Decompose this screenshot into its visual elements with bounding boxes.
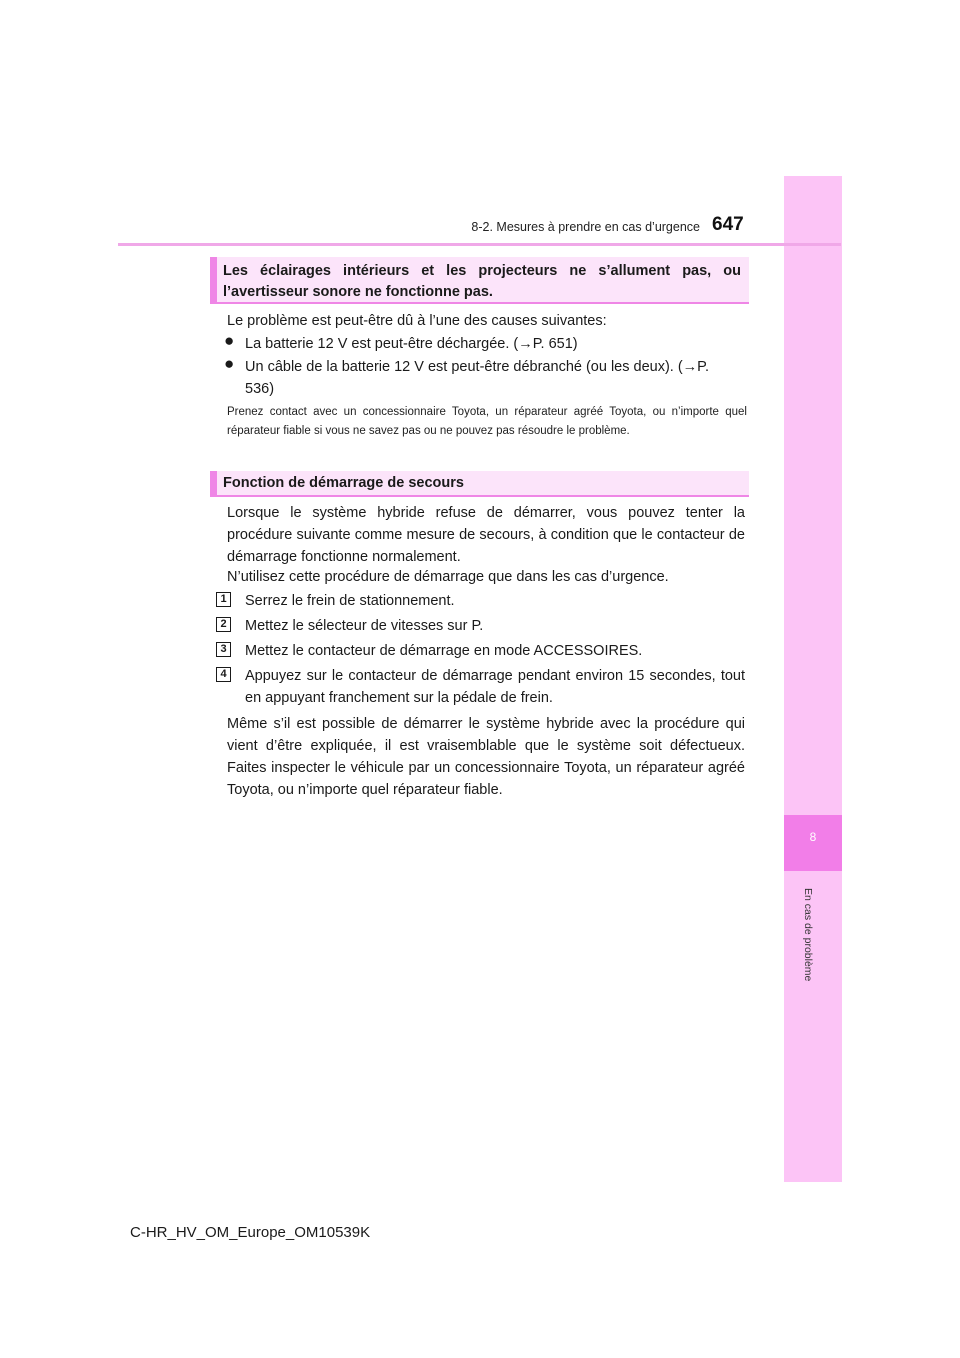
header-divider [118, 243, 841, 246]
section1-intro: Le problème est peut-être dû à l’une des causes suivantes: [227, 313, 607, 329]
section-heading-lights: Les éclairages intérieurs et les projecteurs ne s’allument pas, ou l’avertisseur sonore ne fonctionne pas. [210, 257, 749, 302]
step-2-text: Mettez le sélecteur de vitesses sur P. [245, 618, 484, 634]
section-heading-emergency-start: Fonction de démarrage de secours [210, 471, 749, 495]
bullet-dot: ● [224, 331, 235, 350]
section2-intro: Lorsque le système hybride refuse de démarrer, vous pouvez tenter la procédure suivante comme mesure de secours, à condition que le contacteur de démarrage fonctionne normalement. [227, 505, 745, 565]
bullet-dot: ● [224, 354, 235, 373]
section1-note: Prenez contact avec un concessionnaire Toyota, un réparateur agréé Toyota, ou n’importe quel réparateur fiable si vous ne savez pas ou ne pouvez pas résoudre le problème. [227, 406, 747, 437]
chapter-label: En cas de problème [802, 888, 814, 982]
section2-warning: N’utilisez cette procédure de démarrage que dans les cas d’urgence. [227, 569, 669, 585]
step-1-text: Serrez le frein de stationnement. [245, 593, 455, 609]
step-number-1: 1 [216, 592, 231, 607]
step-4-text: Appuyez sur le contacteur de démarrage pendant environ 15 secondes, tout en appuyant franchement sur la pédale de frein. [245, 668, 745, 706]
chapter-number: 8 [809, 830, 817, 844]
step-number-2: 2 [216, 617, 231, 632]
step-number-4: 4 [216, 667, 231, 682]
bullet-item-2: Un câble de la batterie 12 V est peut-être débranché (ou les deux). (→P. 536) [245, 359, 710, 397]
chapter-side-tab [784, 176, 842, 1182]
step-3-text: Mettez le contacteur de démarrage en mode ACCESSOIRES. [245, 643, 643, 659]
page-number: 647 [712, 214, 744, 235]
step-number-3: 3 [216, 642, 231, 657]
section2-closing: Même s’il est possible de démarrer le système hybride avec la procédure qui vient d’être expliquée, il est vraisemblable que le système soit défectueux. Faites inspecter le véhicule par un concessionnaire Toyota, un réparateur agréé Toyota, ou n’importe quel réparateur fiable. [227, 716, 745, 798]
header-section-title: 8-2. Mesures à prendre en cas d’urgence [471, 220, 700, 234]
document-id: C-HR_HV_OM_Europe_OM10539K [130, 1224, 371, 1241]
bullet-item-1: La batterie 12 V est peut-être déchargée. (→P. 651) [245, 336, 578, 352]
